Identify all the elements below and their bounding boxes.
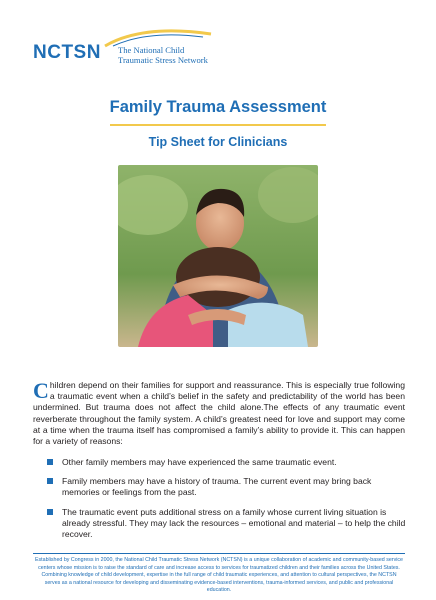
list-item — [47, 507, 407, 541]
footer-text: Established by Congress in 2000, the National Child Traumatic Stress Network (NCTSN) is a unique collaboration of academic and community-based service centers whose mission is to raise the standard of care and increase access to services for traumatized children and their families across the United States. Combining knowledge of child development, expertise in the full range of child traumatic experiences, and attention to cultural perspectives, the NCTSN serves as a national resource for developing and disseminating evidence-based interventions, trauma-informed services, and public and professional education. — [34, 557, 403, 594]
list-item-text: Other family members may have experienced the same traumatic event. — [62, 457, 337, 467]
footer-divider — [33, 553, 405, 554]
square-bullet-icon — [47, 478, 53, 484]
reasons-list — [47, 457, 407, 548]
square-bullet-icon — [47, 509, 53, 515]
drop-cap: C — [33, 378, 49, 403]
org-name-line2: Traumatic Stress Network — [118, 55, 208, 65]
list-item — [47, 457, 407, 468]
list-item — [47, 476, 407, 498]
title-divider — [110, 124, 326, 126]
list-item-text: The traumatic event puts additional stress on a family whose current living situation is already stressful. They may lack the resources – emotional and material – to help the child recover. — [62, 506, 406, 540]
square-bullet-icon — [47, 459, 53, 465]
logo-mark: NCTSN — [33, 42, 101, 63]
intro-text: hildren depend on their families for support and reassurance. This is especially true following a traumatic event when a child’s belief in the safety and predictability of the world has been undermined. But trauma does not affect the child alone.The effects of any traumatic event reverberate throughout the family system. A child’s greatest need for love and support may come at a time when the trauma itself has compromised a family’s ability to provide it. This can happen for a variety of reasons: — [33, 380, 405, 447]
org-name-line1: The National Child — [118, 45, 185, 55]
family-hug-photo — [118, 165, 318, 347]
document-title: Family Trauma Assessment — [109, 98, 327, 116]
list-item-text: Family members may have a history of trauma. The current event may bring back memories or feelings from the past. — [62, 476, 372, 498]
nctsn-logo — [33, 28, 273, 72]
document-subtitle: Tip Sheet for Clinicians — [148, 135, 288, 149]
intro-paragraph — [33, 380, 405, 447]
